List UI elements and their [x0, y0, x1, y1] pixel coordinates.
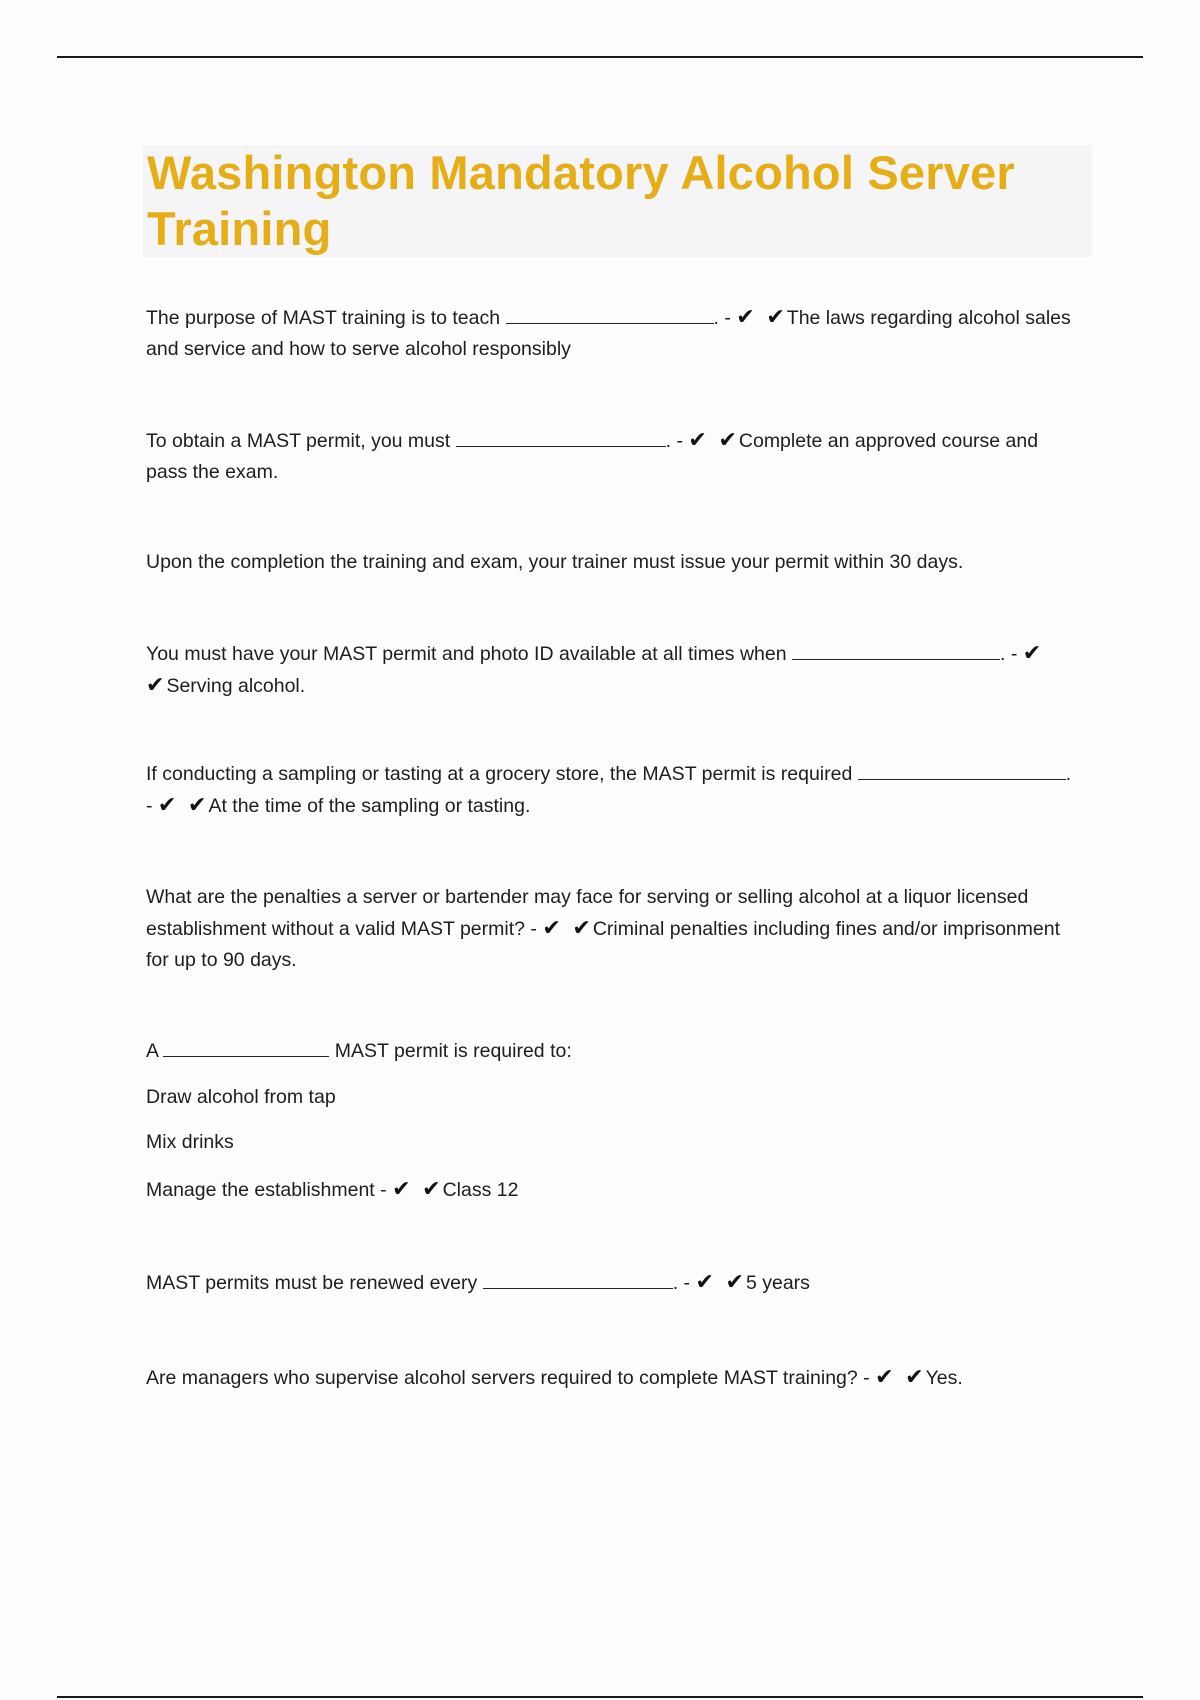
double-check-icon: ✔ ✔: [736, 305, 787, 330]
qa-item-3: [146, 547, 1076, 578]
question-text: If conducting a sampling or tasting at a grocery store, the MAST permit is required: [146, 763, 853, 785]
double-check-icon: ✔ ✔: [875, 1365, 926, 1390]
double-check-icon: ✔ ✔: [392, 1177, 443, 1202]
answer-blank: [858, 761, 1066, 780]
answer-text: At the time of the sampling or tasting.: [208, 795, 531, 817]
qa-item-6: [146, 882, 1076, 976]
answer-blank: [483, 1270, 673, 1289]
separator: . -: [665, 430, 689, 452]
question-text: You must have your MAST permit and photo ID available at all times when: [146, 643, 787, 665]
question-text: MAST permit is required to:: [334, 1040, 572, 1062]
answer-blank: [792, 641, 1000, 660]
answer-text: Serving alcohol.: [166, 675, 306, 697]
qa-item-9: [146, 1362, 963, 1394]
qa-item-1: [146, 302, 1076, 365]
footer-rule: [57, 1696, 1143, 1698]
double-check-icon: ✔ ✔: [688, 428, 739, 453]
answer-text: Criminal penalties including fines and/or imprisonment for up to 90 days.: [146, 918, 1060, 971]
double-check-icon: ✔ ✔: [157, 793, 209, 818]
double-check-icon: ✔ ✔: [542, 916, 593, 941]
separator: . -: [146, 763, 1072, 817]
question-text: The purpose of MAST training is to teach: [146, 307, 501, 329]
answer-text: The laws regarding alcohol sales and service and how to serve alcohol responsibly: [146, 307, 1071, 360]
answer-blank: [506, 305, 714, 324]
qa-item-8: [146, 1267, 810, 1299]
answer-blank: [163, 1038, 329, 1057]
double-check-icon: ✔ ✔: [146, 641, 1044, 698]
separator: . -: [1000, 643, 1023, 665]
answer-text: Yes.: [925, 1367, 963, 1389]
page-title: Washington Mandatory Alcohol Server Training: [147, 146, 1015, 255]
question-text: To obtain a MAST permit, you must: [146, 430, 451, 452]
answer-text: Class 12: [442, 1179, 519, 1201]
list-item: Draw alcohol from tap: [146, 1086, 336, 1108]
list-item-with-answer: [146, 1174, 518, 1206]
header-rule: [57, 56, 1143, 58]
qa-item-4: [146, 638, 1076, 702]
qa-item-2: [146, 425, 1076, 488]
question-text: Are managers who supervise alcohol servers required to complete MAST training? -: [146, 1367, 876, 1389]
separator: . -: [713, 307, 737, 329]
list-item: Mix drinks: [146, 1131, 234, 1153]
answer-text: Complete an approved course and pass the exam.: [146, 430, 1039, 483]
answer-blank: [456, 428, 666, 447]
separator: . -: [672, 1272, 696, 1294]
qa-item-7: [146, 1036, 572, 1067]
qa-item-5: [146, 759, 1076, 822]
statement-text: Upon the completion the training and exam, your trainer must issue your permit within 30 days.: [146, 551, 964, 573]
question-text: MAST permits must be renewed every: [146, 1272, 478, 1294]
list-item: Manage the establishment -: [146, 1179, 393, 1201]
answer-text: 5 years: [745, 1272, 810, 1294]
double-check-icon: ✔ ✔: [695, 1270, 746, 1295]
question-text: What are the penalties a server or bartender may face for serving or selling alcohol at a liquor licensed establishment without a valid MAST permit? -: [146, 886, 1029, 940]
question-prefix: A: [146, 1040, 158, 1062]
